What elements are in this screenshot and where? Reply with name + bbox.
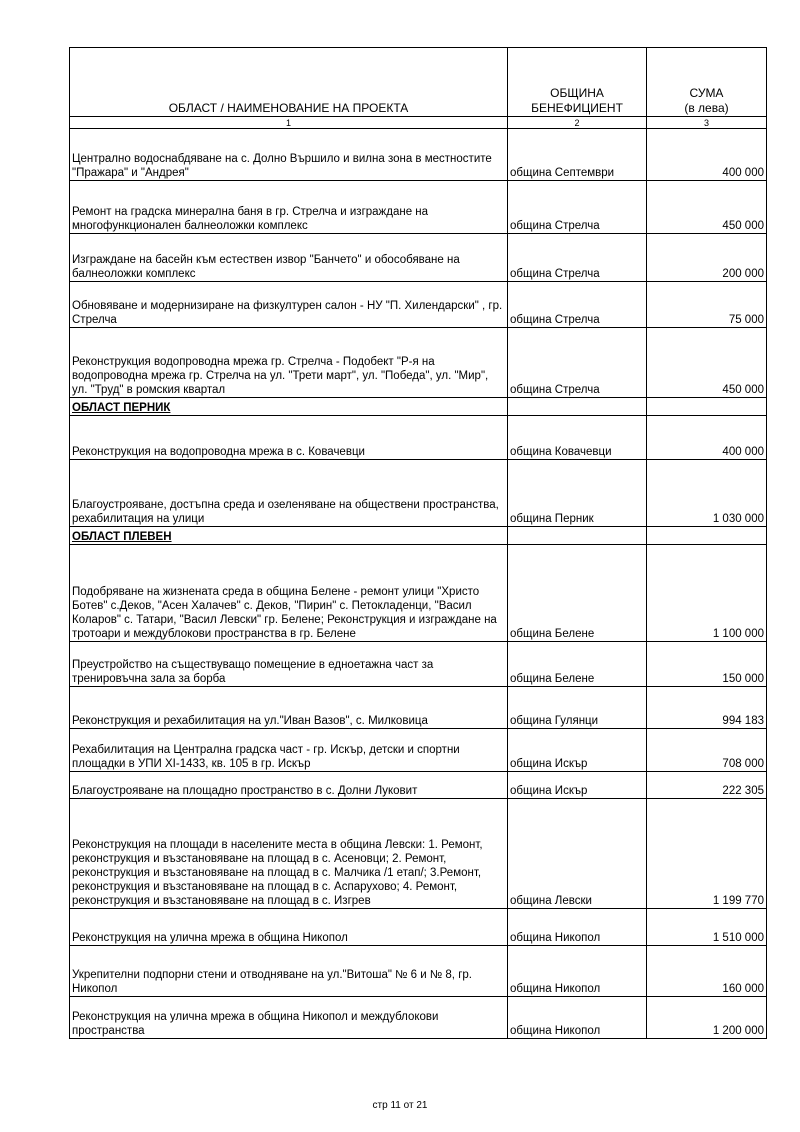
header-beneficiary-line1: ОБЩИНА xyxy=(550,86,604,100)
beneficiary: община Стрелча xyxy=(508,282,647,328)
project-row xyxy=(70,729,767,772)
project-row xyxy=(70,909,767,946)
project-name: Реконструкция на улична мрежа в община Никопол и междублокови пространства xyxy=(70,997,508,1039)
beneficiary: община Белене xyxy=(508,545,647,642)
amount: 160 000 xyxy=(647,946,767,997)
header-amount-line2: (в лева) xyxy=(684,101,729,115)
project-name: Реконструкция на улична мрежа в община Никопол xyxy=(70,909,508,946)
project-name: Реконструкция на водопроводна мрежа в с. Ковачевци xyxy=(70,416,508,460)
project-name: Ремонт на градска минерална баня в гр. Стрелча и изграждане на многофункционален балнеоложки комплекс xyxy=(70,181,508,234)
project-name: Благоустрояване, достъпна среда и озеленяване на обществени пространства, рехабилитация на улици xyxy=(70,460,508,527)
column-number-row xyxy=(70,117,767,129)
region-empty-cell xyxy=(508,398,647,416)
project-row xyxy=(70,946,767,997)
header-project: ОБЛАСТ / НАИМЕНОВАНИЕ НА ПРОЕКТА xyxy=(70,48,508,117)
amount: 1 200 000 xyxy=(647,997,767,1039)
amount: 222 305 xyxy=(647,772,767,799)
column-number-2: 2 xyxy=(508,117,647,129)
project-row xyxy=(70,687,767,729)
amount: 708 000 xyxy=(647,729,767,772)
projects-table xyxy=(69,47,767,1039)
project-name: Укрепителни подпорни стени и отводняване на ул."Витоша" № 6 и № 8, гр. Никопол xyxy=(70,946,508,997)
beneficiary: община Искър xyxy=(508,772,647,799)
project-name: Подобряване на жизнената среда в община Белене - ремонт улици "Христо Ботев" с.Деков, "Асен Халачев" с. Деков, "Пирин" с. Петокладенци, "Васил Коларов" с. Татари, "Васил Левски" гр. Белене; Реконструкция и изграждане на тротоари и междублокови пространства в гр. Белене xyxy=(70,545,508,642)
project-name: Преустройство на съществуващо помещение в едноетажна част за тренировъчна зала за борба xyxy=(70,642,508,687)
region-name: ОБЛАСТ ПЛЕВЕН xyxy=(70,527,508,545)
project-row xyxy=(70,772,767,799)
amount: 400 000 xyxy=(647,129,767,181)
project-row xyxy=(70,460,767,527)
project-name: Благоустрояване на площадно пространство в с. Долни Луковит xyxy=(70,772,508,799)
amount: 994 183 xyxy=(647,687,767,729)
header-row xyxy=(70,48,767,117)
header-beneficiary xyxy=(508,48,647,117)
amount: 450 000 xyxy=(647,328,767,398)
project-name: Реконструкция водопроводна мрежа гр. Стрелча - Подобект "Р-я на водопроводна мрежа гр. Стрелча на ул. "Трети март", ул. "Победа", ул. "Мир", ул. "Труд" в ромския квартал xyxy=(70,328,508,398)
region-row xyxy=(70,527,767,545)
column-number-3: 3 xyxy=(647,117,767,129)
project-row xyxy=(70,129,767,181)
beneficiary: община Стрелча xyxy=(508,328,647,398)
column-number-1: 1 xyxy=(70,117,508,129)
region-row xyxy=(70,398,767,416)
project-name: Обновяване и модернизиране на физкултурен салон - НУ "П. Хилендарски" , гр. Стрелча xyxy=(70,282,508,328)
header-amount-line1: СУМА xyxy=(689,86,724,100)
beneficiary: община Никопол xyxy=(508,946,647,997)
page-number: стр 11 от 21 xyxy=(372,1100,428,1111)
project-row xyxy=(70,416,767,460)
beneficiary: община Никопол xyxy=(508,997,647,1039)
project-row xyxy=(70,997,767,1039)
amount: 1 199 770 xyxy=(647,799,767,909)
beneficiary: община Белене xyxy=(508,642,647,687)
amount: 450 000 xyxy=(647,181,767,234)
amount: 400 000 xyxy=(647,416,767,460)
project-name: Централно водоснабдяване на с. Долно Вършило и вилна зона в местностите "Пражара" и "Андрея" xyxy=(70,129,508,181)
beneficiary: община Септември xyxy=(508,129,647,181)
project-row xyxy=(70,799,767,909)
beneficiary: община Перник xyxy=(508,460,647,527)
beneficiary: община Гулянци xyxy=(508,687,647,729)
project-row xyxy=(70,282,767,328)
beneficiary: община Искър xyxy=(508,729,647,772)
amount: 200 000 xyxy=(647,234,767,282)
amount: 1 030 000 xyxy=(647,460,767,527)
project-name: Рехабилитация на Централна градска част - гр. Искър, детски и спортни площадки в УПИ XI-1433, кв. 105 в гр. Искър xyxy=(70,729,508,772)
project-row xyxy=(70,328,767,398)
region-name: ОБЛАСТ ПЕРНИК xyxy=(70,398,508,416)
amount: 75 000 xyxy=(647,282,767,328)
region-empty-cell xyxy=(647,398,767,416)
beneficiary: община Никопол xyxy=(508,909,647,946)
project-name: Реконструкция и рехабилитация на ул."Иван Вазов", с. Милковица xyxy=(70,687,508,729)
amount: 1 100 000 xyxy=(647,545,767,642)
project-name: Изграждане на басейн към естествен извор "Банчето" и обособяване на балнеоложки комплекс xyxy=(70,234,508,282)
project-row xyxy=(70,234,767,282)
amount: 1 510 000 xyxy=(647,909,767,946)
region-empty-cell xyxy=(508,527,647,545)
project-row xyxy=(70,181,767,234)
header-beneficiary-line2: БЕНЕФИЦИЕНТ xyxy=(531,101,623,115)
project-name: Реконструкция на площади в населените места в община Левски: 1. Ремонт, реконструкция и възстановяване на площад в с. Асеновци; 2. Ремонт, реконструкция и възстановяване на площад в с. Малчика /1 етап/; 3.Ремонт, реконструкция и възстановяване на площад в с. Аспарухово; 4. Ремонт, реконструкция и възстановяване на площад в с. Изгрев xyxy=(70,799,508,909)
project-row xyxy=(70,642,767,687)
project-row xyxy=(70,545,767,642)
beneficiary: община Стрелча xyxy=(508,234,647,282)
beneficiary: община Левски xyxy=(508,799,647,909)
header-amount xyxy=(647,48,767,117)
amount: 150 000 xyxy=(647,642,767,687)
region-empty-cell xyxy=(647,527,767,545)
beneficiary: община Стрелча xyxy=(508,181,647,234)
beneficiary: община Ковачевци xyxy=(508,416,647,460)
